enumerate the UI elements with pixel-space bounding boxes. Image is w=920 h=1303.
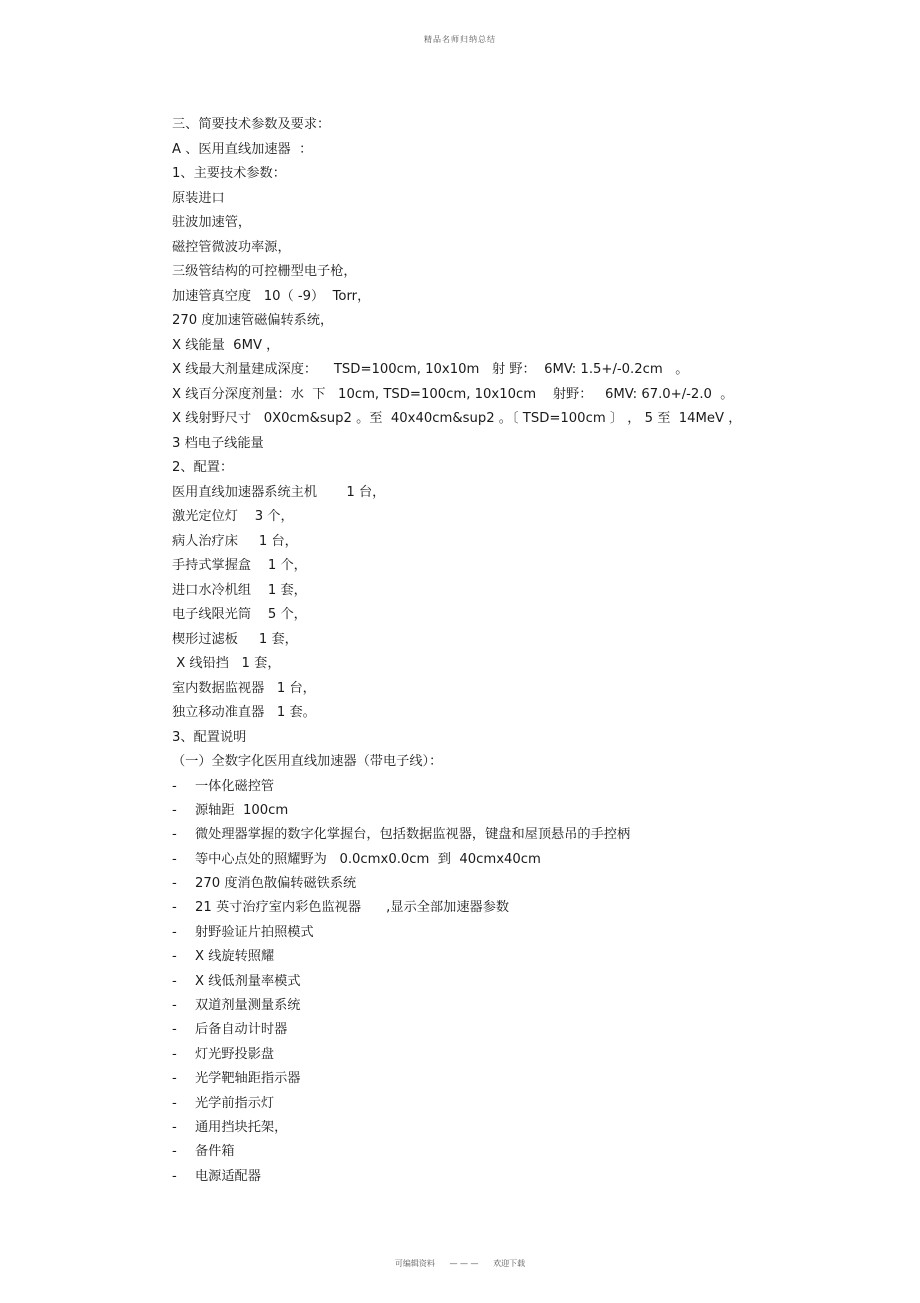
bullet-dash: - bbox=[172, 1144, 177, 1160]
list-item bbox=[172, 896, 792, 920]
footer-middle: — — — bbox=[449, 1259, 479, 1268]
text-line: X 线铅挡 1 套， bbox=[172, 656, 281, 671]
bullet-text: 源轴距 100cm bbox=[195, 802, 289, 818]
bullet-dash: - bbox=[172, 778, 177, 794]
list-item bbox=[172, 775, 792, 799]
bullet-text: 270 度消色散偏转磁铁系统 bbox=[195, 876, 357, 892]
bullet-text: 电源适配器 bbox=[195, 1168, 261, 1184]
bullet-text: 一体化磁控管 bbox=[195, 778, 275, 794]
list-item bbox=[172, 1092, 792, 1116]
bullet-text: 射野验证片拍照模式 bbox=[195, 924, 314, 940]
text-line: X 线百分深度剂量：水 下 10cm, TSD=100cm, 10x10cm 射野： 6MV: 67.0+/-2.0 。 bbox=[172, 386, 734, 402]
text-line: 3 档电子线能量 bbox=[172, 435, 264, 451]
text-line: 2、配置： bbox=[172, 460, 234, 475]
config-bullet-list bbox=[172, 775, 792, 1190]
list-item bbox=[172, 1140, 792, 1164]
bullet-text: 21 英寸治疗室内彩色监视器 ,显示全部加速器参数 bbox=[195, 900, 510, 916]
list-item bbox=[172, 994, 792, 1018]
bullet-text: 等中心点处的照耀野为 0.0cmx0.0cm 到 40cmx40cm bbox=[195, 851, 541, 867]
text-line: X 线射野尺寸 0X0cm&sup2 。至 40x40cm&sup2 。〔 TSD=100cm 〕 ， 5 至 14MeV ， bbox=[172, 411, 742, 426]
bullet-dash: - bbox=[172, 1071, 177, 1087]
bullet-dash: - bbox=[172, 876, 177, 892]
paragraph-lines bbox=[172, 113, 792, 775]
list-item bbox=[172, 872, 792, 896]
bullet-dash: - bbox=[172, 924, 177, 940]
bullet-text: 双道剂量测量系统 bbox=[195, 998, 301, 1014]
text-line: 手持式掌握盒 1 个， bbox=[172, 558, 307, 573]
list-item bbox=[172, 1116, 792, 1140]
bullet-text: 光学前指示灯 bbox=[195, 1095, 275, 1111]
bullet-text: X 线低剂量率模式 bbox=[195, 973, 301, 989]
text-line: 电子线限光筒 5 个， bbox=[172, 607, 307, 622]
text-line: 三级管结构的可控栅型电子枪， bbox=[172, 264, 357, 279]
bullet-dash: - bbox=[172, 827, 177, 843]
list-item bbox=[172, 823, 792, 847]
text-line: 三、简要技术参数及要求： bbox=[172, 117, 331, 132]
text-line: 进口水冷机组 1 套， bbox=[172, 582, 307, 598]
bullet-dash: - bbox=[172, 973, 177, 989]
bullet-text: 微处理器掌握的数字化掌握台，包括数据监视器，键盘和屋顶悬吊的手控柄 bbox=[195, 827, 631, 843]
list-item bbox=[172, 1018, 792, 1042]
bullet-dash: - bbox=[172, 1095, 177, 1111]
list-item bbox=[172, 848, 792, 872]
text-line: （一）全数字化医用直线加速器（带电子线）： bbox=[172, 754, 443, 769]
text-line: 激光定位灯 3 个， bbox=[172, 509, 294, 524]
bullet-dash: - bbox=[172, 1119, 177, 1135]
text-line: 病人治疗床 1 台， bbox=[172, 533, 298, 549]
list-item bbox=[172, 970, 792, 994]
bullet-text: 灯光野投影盘 bbox=[195, 1046, 275, 1062]
list-item bbox=[172, 799, 792, 823]
bullet-dash: - bbox=[172, 949, 177, 965]
text-line: 原装进口 bbox=[172, 190, 225, 206]
text-line: X 线能量 6MV ， bbox=[172, 337, 280, 353]
text-line: 3、配置说明 bbox=[172, 729, 247, 745]
bullet-text: 备件箱 bbox=[195, 1144, 235, 1160]
text-line: 270 度加速管磁偏转系统， bbox=[172, 313, 334, 328]
page-header: 精品名师归纳总结 bbox=[424, 35, 496, 44]
list-item bbox=[172, 1165, 792, 1189]
bullet-dash: - bbox=[172, 1046, 177, 1062]
text-line: 楔形过滤板 1 套， bbox=[172, 631, 298, 647]
text-line: A 、医用直线加速器 ： bbox=[172, 141, 313, 157]
bullet-dash: - bbox=[172, 998, 177, 1014]
bullet-dash: - bbox=[172, 900, 177, 916]
bullet-dash: - bbox=[172, 1168, 177, 1184]
document-body bbox=[172, 113, 792, 1189]
bullet-text: X 线旋转照耀 bbox=[195, 949, 275, 965]
text-line: 驻波加速管， bbox=[172, 215, 252, 230]
footer-left: 可编辑资料 bbox=[394, 1259, 435, 1268]
bullet-text: 后备自动计时器 bbox=[195, 1022, 288, 1038]
bullet-dash: - bbox=[172, 802, 177, 818]
bullet-text: 通用挡块托架， bbox=[195, 1119, 288, 1135]
text-line: 室内数据监视器 1 台， bbox=[172, 680, 316, 696]
bullet-dash: - bbox=[172, 1022, 177, 1038]
text-line: 医用直线加速器系统主机 1 台， bbox=[172, 484, 386, 500]
bullet-dash: - bbox=[172, 851, 177, 867]
text-line: X 线最大剂量建成深度： TSD=100cm, 10x10m 射 野： 6MV: 1.5+/-0.2cm 。 bbox=[172, 362, 689, 377]
list-item bbox=[172, 945, 792, 969]
text-line: 1、主要技术参数： bbox=[172, 166, 286, 181]
list-item bbox=[172, 1067, 792, 1091]
text-line: 磁控管微波功率源， bbox=[172, 239, 291, 255]
text-line: 加速管真空度 10（ -9） Torr， bbox=[172, 288, 371, 304]
text-line: 独立移动准直器 1 套。 bbox=[172, 705, 316, 720]
bullet-text: 光学靶轴距指示器 bbox=[195, 1071, 301, 1087]
list-item bbox=[172, 1043, 792, 1067]
list-item bbox=[172, 921, 792, 945]
footer-right: 欢迎下载 bbox=[493, 1259, 526, 1268]
page-footer bbox=[0, 1258, 920, 1269]
